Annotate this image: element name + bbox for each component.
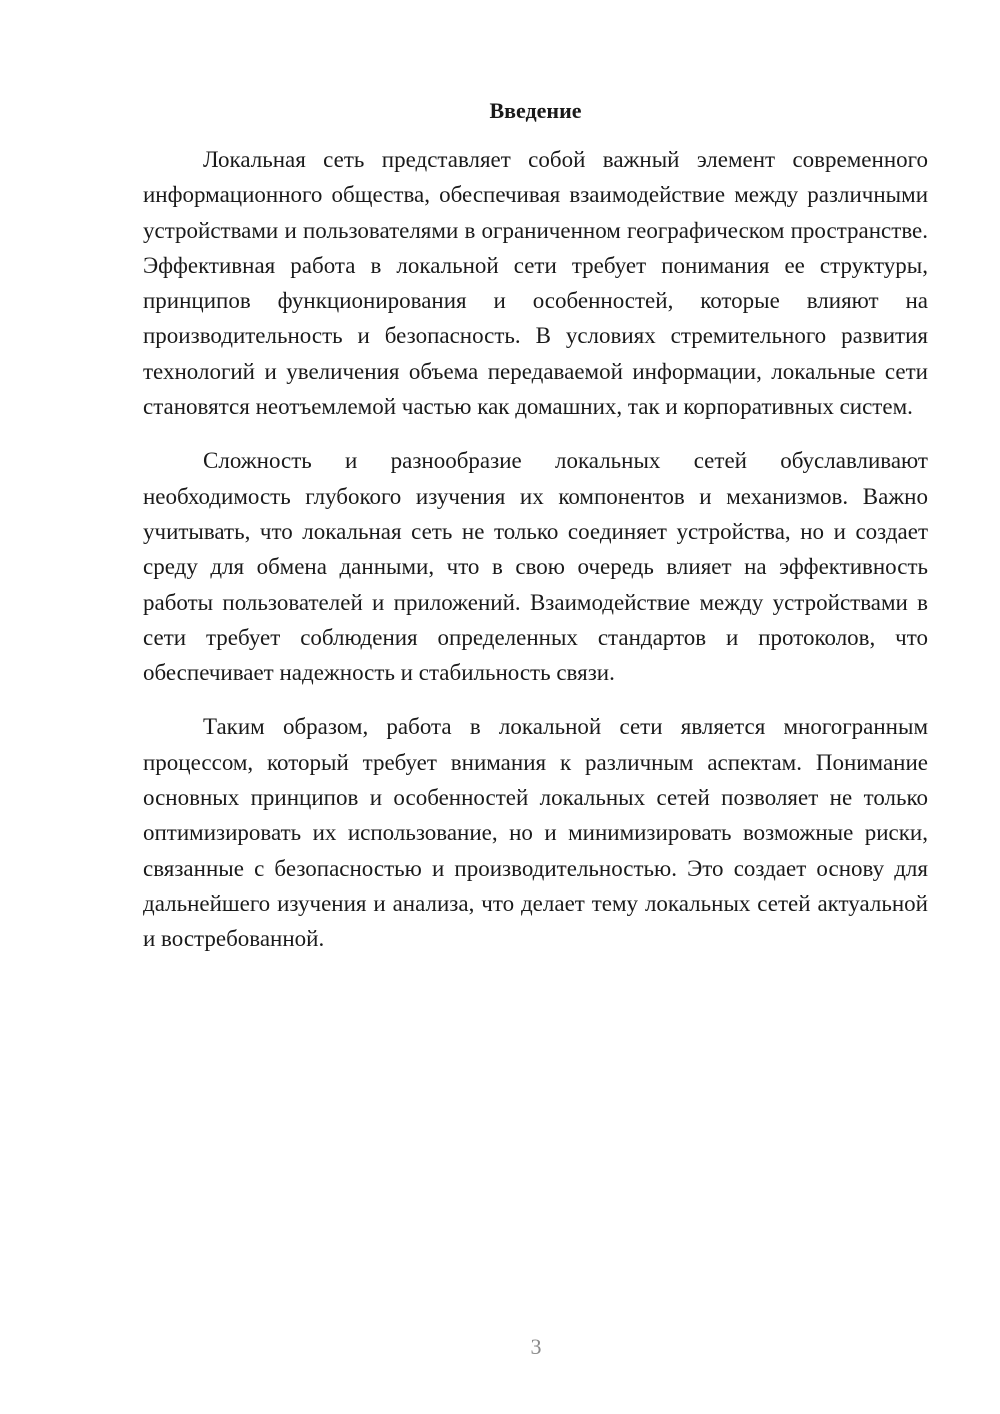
paragraph-3: Таким образом, работа в локальной сети является многогранным процессом, который требует внимания к различным аспектам. Понимание основных принципов и особенностей локальных сетей позволяет не только оптимизировать их использование, но и минимизировать возможные риски, связанные с безопасностью и производительностью. Это создает основу для дальнейшего изучения и анализа, что делает тему локальных сетей актуальной и востребованной. bbox=[143, 714, 928, 952]
body-text bbox=[143, 142, 928, 957]
section-heading: Введение bbox=[489, 98, 582, 123]
paragraph-2: Сложность и разнообразие локальных сетей обуславливают необходимость глубокого изучения их компонентов и механизмов. Важно учитывать, что локальная сеть не только соединяет устройства, но и создает среду для обмена данными, что в свою очередь влияет на эффективность работы пользователей и приложений. Взаимодействие между устройствами в сети требует соблюдения определенных стандартов и протоколов, что обеспечивает надежность и стабильность связи. bbox=[143, 448, 928, 686]
paragraph-1: Локальная сеть представляет собой важный элемент современного информационного общества, обеспечивая взаимодействие между различными устройствами и пользователями в ограниченном географическом пространстве. Эффективная работа в локальной сети требует понимания ее структуры, принципов функционирования и особенностей, которые влияют на производительность и безопасность. В условиях стремительного развития технологий и увеличения объема передаваемой информации, локальные сети становятся неотъемлемой частью как домашних, так и корпоративных систем. bbox=[143, 147, 928, 420]
page-number: 3 bbox=[530, 1334, 542, 1359]
